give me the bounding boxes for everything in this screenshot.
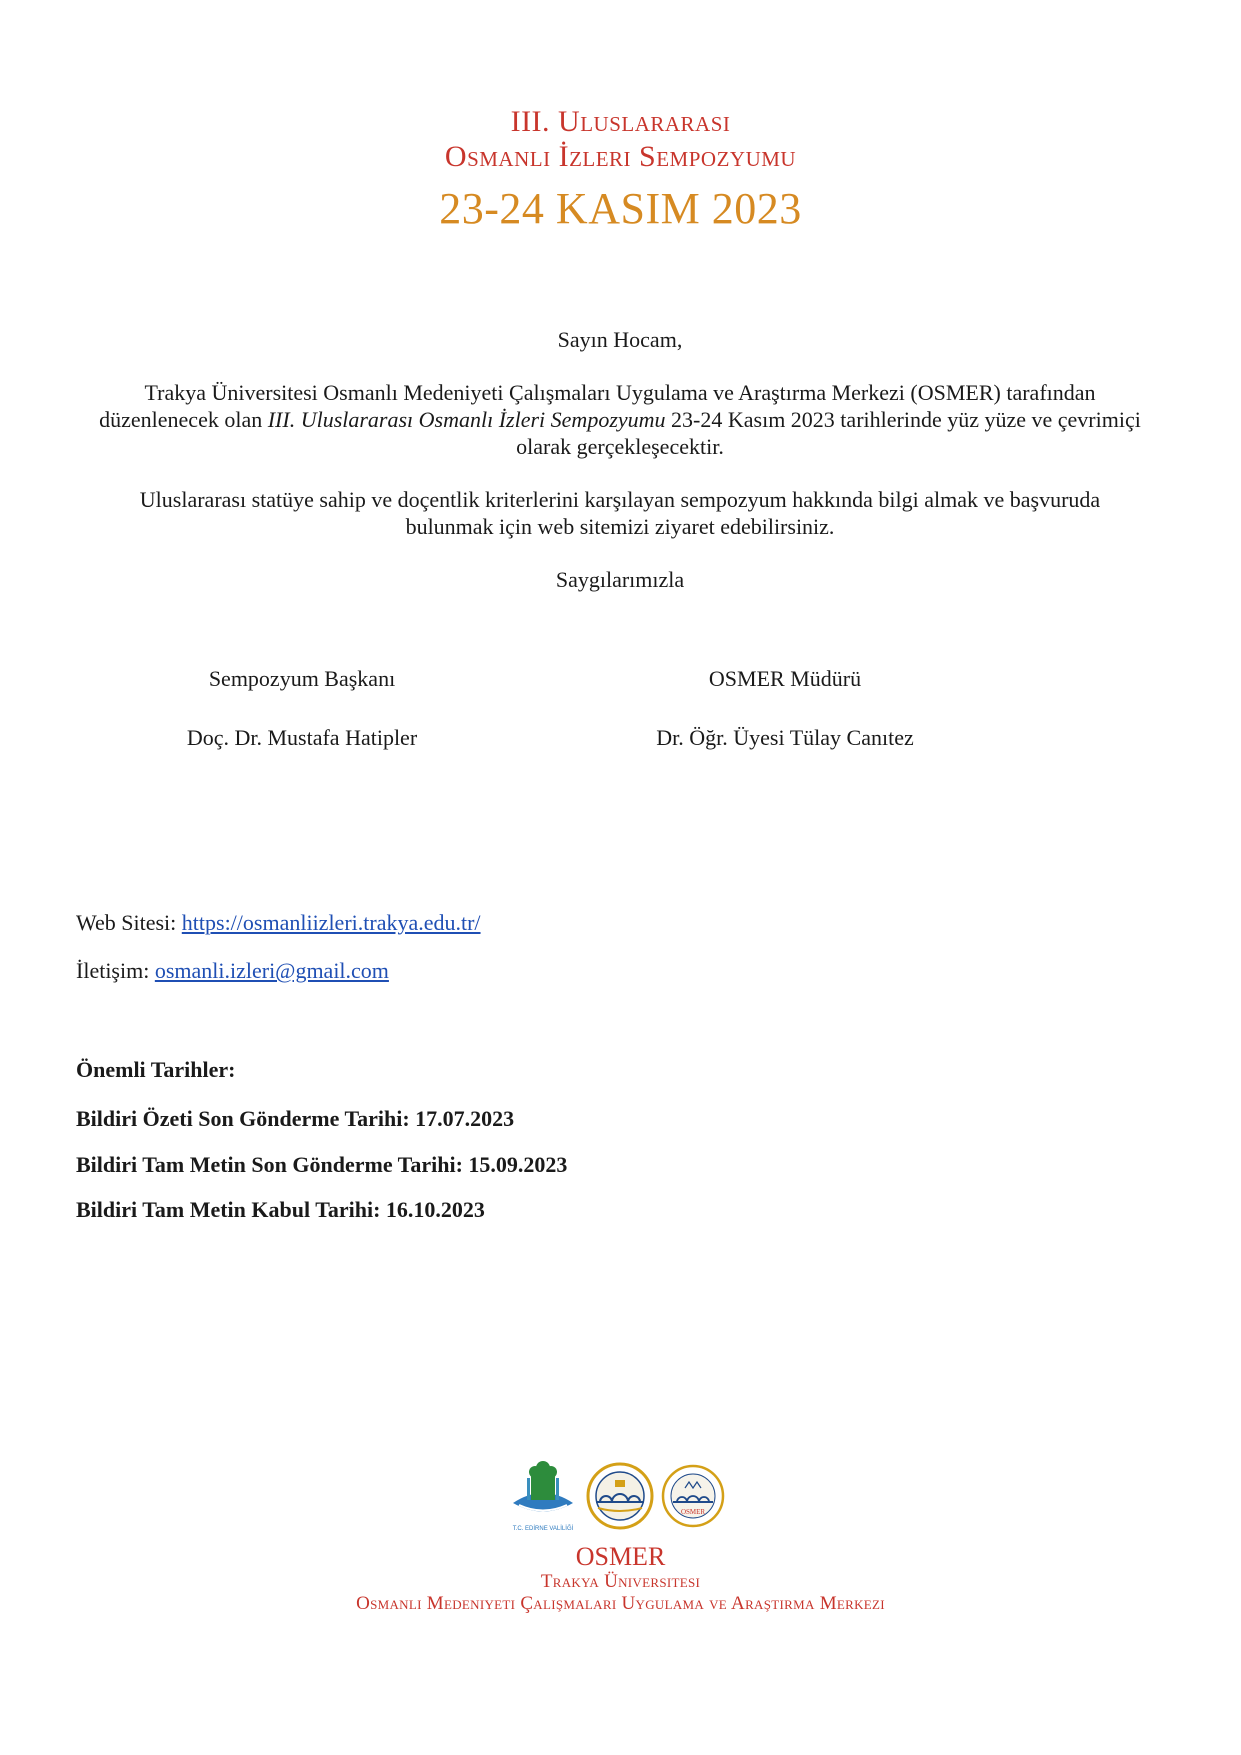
signature-right-title: OSMER Müdürü bbox=[708, 666, 862, 691]
footer bbox=[0, 1543, 1241, 1615]
signature-right-name: Dr. Öğr. Üyesi Tülay Canıtez bbox=[656, 725, 914, 750]
important-dates-title: Önemli Tarihler: bbox=[76, 1057, 236, 1082]
footer-university: Trakya Üniversitesi bbox=[540, 1571, 701, 1592]
header-date: 23-24 KASIM 2023 bbox=[439, 184, 802, 233]
footer-center: Osmanlı Medeniyeti Çalışmaları Uygulama ve Araştırma Merkezi bbox=[356, 1593, 885, 1614]
osmer-logo bbox=[663, 1466, 723, 1526]
greeting: Sayın Hocam, bbox=[557, 327, 683, 352]
header-line-1: III. Uluslararası bbox=[510, 105, 731, 138]
paragraph-1-part-b: 23-24 Kasım 2023 tarihlerinde yüz yüze ve çevrimiçi olarak gerçekleşecektir. bbox=[516, 407, 1141, 459]
paragraph-1-part-a: Trakya Üniversitesi Osmanlı Medeniyeti Çalışmaları Uygulama ve Araştırma Merkezi (OSMER) tarafından düzenlenecek olan bbox=[99, 380, 1096, 432]
symposium-header bbox=[0, 105, 1241, 239]
footer-org: OSMER bbox=[575, 1542, 666, 1571]
email-link[interactable]: osmanli.izleri@gmail.com bbox=[154, 958, 389, 983]
contact-label: İletişim: bbox=[76, 958, 155, 983]
governorship-logo bbox=[513, 1461, 574, 1532]
date-item: Bildiri Tam Metin Kabul Tarihi: 16.10.2023 bbox=[76, 1197, 485, 1222]
svg-text:T.C. EDİRNE VALİLİĞİ: T.C. EDİRNE VALİLİĞİ bbox=[512, 1526, 574, 1532]
date-item: Bildiri Tam Metin Son Gönderme Tarihi: 15.09.2023 bbox=[76, 1152, 568, 1177]
website-link[interactable]: https://osmanliizleri.trakya.edu.tr/ bbox=[181, 910, 481, 935]
trakya-university-logo bbox=[588, 1464, 652, 1528]
date-item: Bildiri Özeti Son Gönderme Tarihi: 17.07.2023 bbox=[76, 1106, 515, 1131]
header-line-2: Osmanlı İzleri Sempozyumu bbox=[444, 140, 797, 173]
paragraph-2: Uluslararası statüye sahip ve doçentlik kriterlerini karşılayan sempozyum hakkında bilgi almak ve başvuruda bulunmak için web sitemizi ziyaret edebilirsiniz. bbox=[139, 487, 1101, 539]
signature-left-name: Doç. Dr. Mustafa Hatipler bbox=[186, 725, 418, 750]
signature-left-title: Sempozyum Başkanı bbox=[208, 666, 396, 691]
svg-text:OSMER: OSMER bbox=[680, 1508, 706, 1516]
paragraph-1 bbox=[95, 379, 1145, 460]
website-line bbox=[76, 910, 481, 936]
contact-line bbox=[76, 958, 389, 984]
partner-logos bbox=[505, 1458, 730, 1538]
website-label: Web Sitesi: bbox=[76, 910, 182, 935]
closing: Saygılarımızla bbox=[555, 567, 685, 592]
paragraph-1-italic: III. Uluslararası Osmanlı İzleri Sempozyumu bbox=[267, 407, 666, 432]
